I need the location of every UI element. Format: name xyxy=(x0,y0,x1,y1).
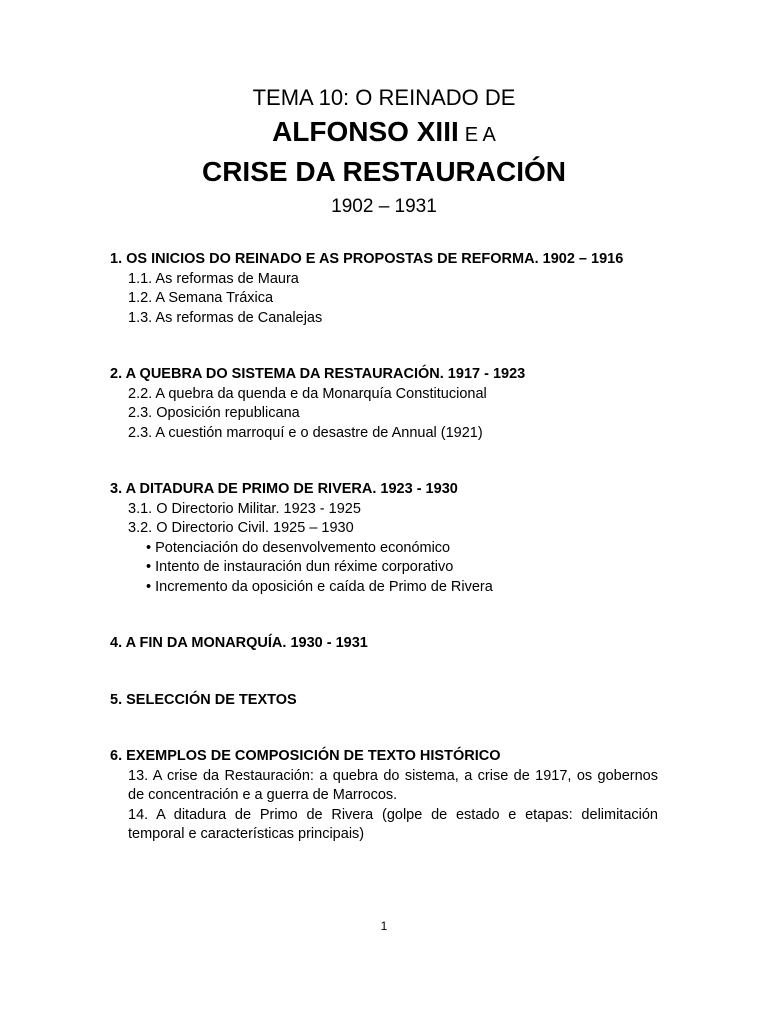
section-5-title: 5. SELECCIÓN DE TEXTOS xyxy=(110,691,297,708)
title-line-2-small: E A xyxy=(464,124,496,146)
section-3-bullet-2: • Intento de instauración dun réxime corporativo xyxy=(146,559,454,575)
section-4-title: 4. A FIN DA MONARQUÍA. 1930 - 1931 xyxy=(110,635,368,651)
section-1-title: 1. OS INICIOS DO REINADO E AS PROPOSTAS DE REFORMA. 1902 – 1916 xyxy=(110,251,624,267)
title-line-1: TEMA 10: O REINADO DE xyxy=(252,85,516,110)
section-2-item-2: 2.3. Oposición republicana xyxy=(128,405,300,421)
page-number: 1 xyxy=(380,919,388,933)
title-line-3: CRISE DA RESTAURACIÓN xyxy=(201,156,566,187)
section-6-paragraph-2: 14. A ditadura de Primo de Rivera (golpe de estado e etapas: delimitación temporal e características principais) xyxy=(128,806,658,842)
title-line-2 xyxy=(0,114,768,150)
section-1-item-1: 1.1. As reformas de Maura xyxy=(128,270,299,287)
section-3-bullet-3: • Incremento da oposición e caída de Primo de Rivera xyxy=(146,578,493,595)
section-6-title: 6. EXEMPLOS DE COMPOSICIÓN DE TEXTO HISTÓRICO xyxy=(110,748,501,764)
section-2-item-1: 2.2. A quebra da quenda e da Monarquía Constitucional xyxy=(128,385,487,402)
title-line-2-bold: ALFONSO XIII xyxy=(272,116,459,147)
title-block xyxy=(0,84,768,220)
title-dates: 1902 – 1931 xyxy=(331,196,437,217)
section-2-item-3: 2.3. A cuestión marroquí e o desastre de Annual (1921) xyxy=(128,424,483,441)
section-6-paragraph-1: 13. A crise da Restauración: a quebra do sistema, a crise de 1917, os gobernos de concentración e a guerra de Marrocos. xyxy=(128,767,658,803)
section-1-item-2: 1.2. A Semana Tráxica xyxy=(128,290,274,306)
section-3-item-2: 3.2. O Directorio Civil. 1925 – 1930 xyxy=(128,520,354,536)
section-2-title: 2. A QUEBRA DO SISTEMA DA RESTAURACIÓN. 1917 - 1923 xyxy=(110,366,526,382)
section-3-item-1: 3.1. O Directorio Militar. 1923 - 1925 xyxy=(128,500,361,517)
section-3-bullet-1: • Potenciación do desenvolvemento económico xyxy=(146,539,451,556)
section-3-title: 3. A DITADURA DE PRIMO DE RIVERA. 1923 - 1930 xyxy=(110,481,458,497)
section-1-item-3: 1.3. As reformas de Canalejas xyxy=(128,309,323,326)
outline xyxy=(110,250,658,845)
